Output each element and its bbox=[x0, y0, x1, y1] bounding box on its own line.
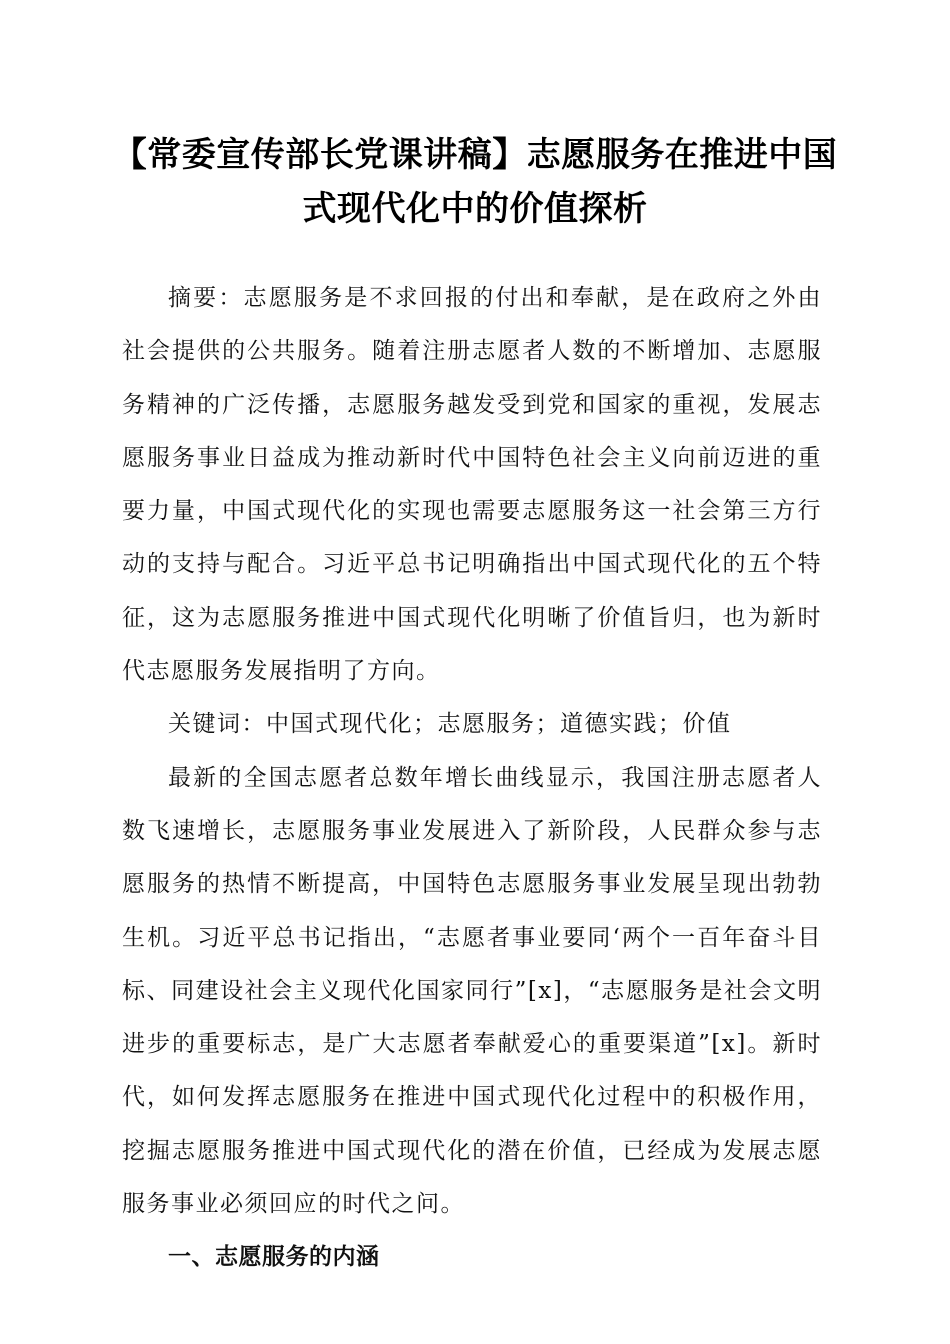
document-body bbox=[122, 272, 822, 1285]
section-heading: 一、志愿服务的内涵 bbox=[168, 1244, 380, 1271]
keywords-paragraph: 关键词：中国式现代化；志愿服务；道德实践；价值 bbox=[168, 711, 732, 738]
document-title: 【常委宣传部长党课讲稿】志愿服务在推进中国式现代化中的价值探析 bbox=[112, 135, 838, 229]
abstract-paragraph: 摘要：志愿服务是不求回报的付出和奉献，是在政府之外由社会提供的公共服务。随着注册志愿者人数的不断增加、志愿服务精神的广泛传播，志愿服务越发受到党和国家的重视，发展志愿服务事业日益成为推动新时代中国特色社会主义向前迈进的重要力量，中国式现代化的实现也需要志愿服务这一社会第三方行动的支持与配合。习近平总书记明确指出中国式现代化的五个特征，这为志愿服务推进中国式现代化明晰了价值旨归，也为新时代志愿服务发展指明了方向。 bbox=[122, 285, 822, 685]
intro-paragraph: 最新的全国志愿者总数年增长曲线显示，我国注册志愿者人数飞速增长，志愿服务事业发展进入了新阶段，人民群众参与志愿服务的热情不断提高，中国特色志愿服务事业发展呈现出勃勃生机。习近平总书记指出，“志愿者事业要同‘两个一百年奋斗目标、同建设社会主义现代化国家同行”[x]，“志愿服务是社会文明进步的重要标志，是广大志愿者奉献爱心的重要渠道”[x]。新时代，如何发挥志愿服务在推进中国式现代化过程中的积极作用，挖掘志愿服务推进中国式现代化的潜在价值，已经成为发展志愿服务事业必须回应的时代之问。 bbox=[122, 764, 822, 1218]
